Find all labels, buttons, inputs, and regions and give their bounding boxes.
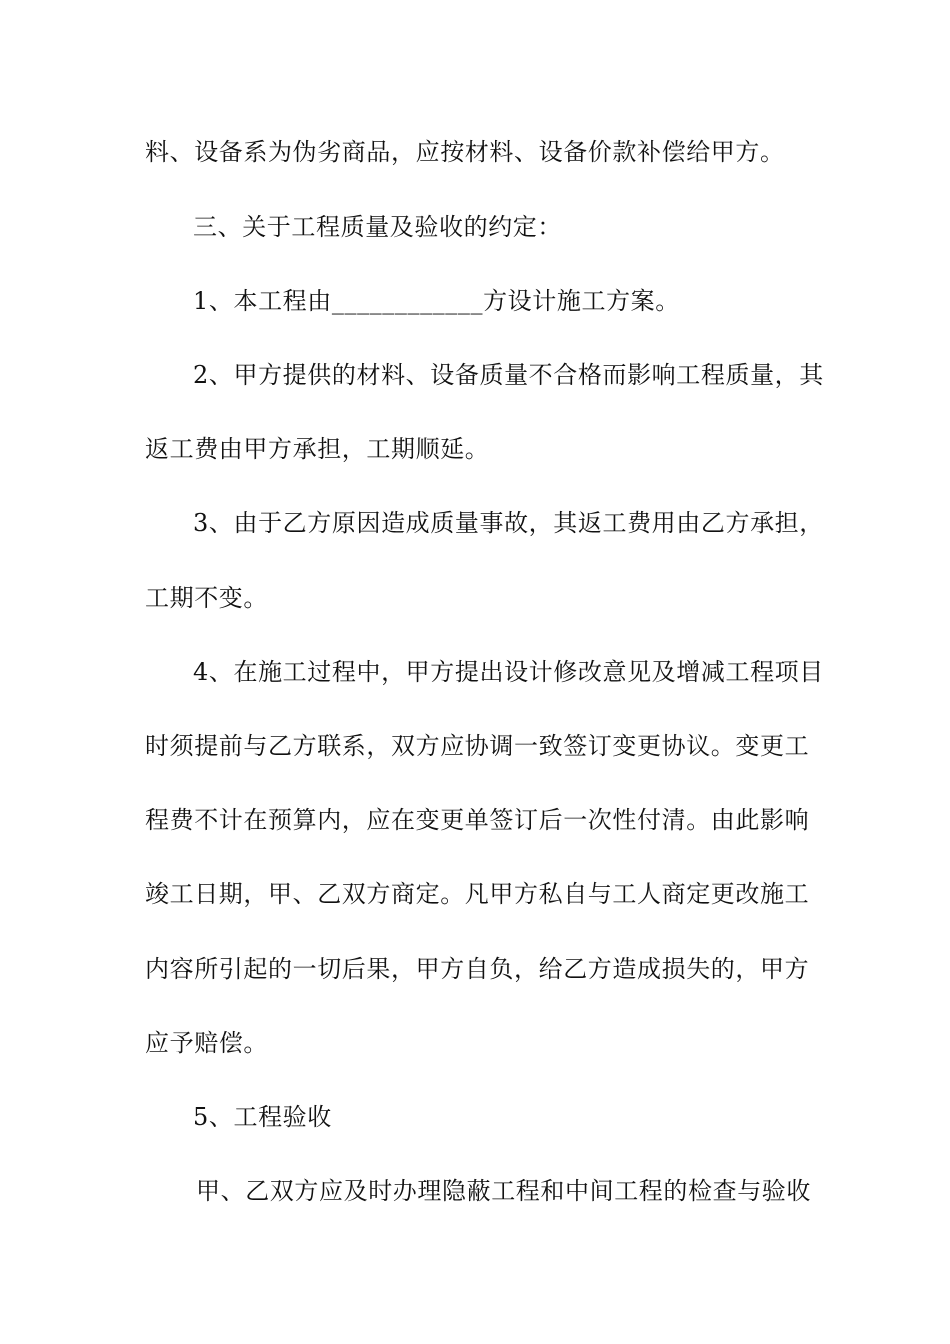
paragraph-line: 应予赔偿。 xyxy=(145,1029,268,1057)
subsection-heading: 5、工程验收 xyxy=(193,1103,332,1131)
paragraph-line: 1、本工程由____________方设计施工方案。 xyxy=(193,287,680,315)
paragraph-line: 2、甲方提供的材料、设备质量不合格而影响工程质量，其 xyxy=(193,361,824,389)
paragraph-line: 程费不计在预算内，应在变更单签订后一次性付清。由此影响 xyxy=(145,806,810,834)
paragraph-line: 甲、乙双方应及时办理隐蔽工程和中间工程的检查与验收 xyxy=(196,1177,811,1205)
paragraph-line: 内容所引起的一切后果，甲方自负，给乙方造成损失的，甲方 xyxy=(145,955,810,983)
paragraph-line: 时须提前与乙方联系，双方应协调一致签订变更协议。变更工 xyxy=(145,732,810,760)
paragraph-line: 工期不变。 xyxy=(145,584,268,612)
paragraph-line: 料、设备系为伪劣商品，应按材料、设备价款补偿给甲方。 xyxy=(145,138,785,166)
paragraph-line: 3、由于乙方原因造成质量事故，其返工费用由乙方承担， xyxy=(193,509,824,537)
paragraph-line: 竣工日期，甲、乙双方商定。凡甲方私自与工人商定更改施工 xyxy=(145,880,810,908)
section-heading: 三、关于工程质量及验收的约定： xyxy=(193,213,562,241)
paragraph-line: 返工费由甲方承担，工期顺延。 xyxy=(145,435,490,463)
paragraph-line: 4、在施工过程中，甲方提出设计修改意见及增减工程项目 xyxy=(193,658,824,686)
